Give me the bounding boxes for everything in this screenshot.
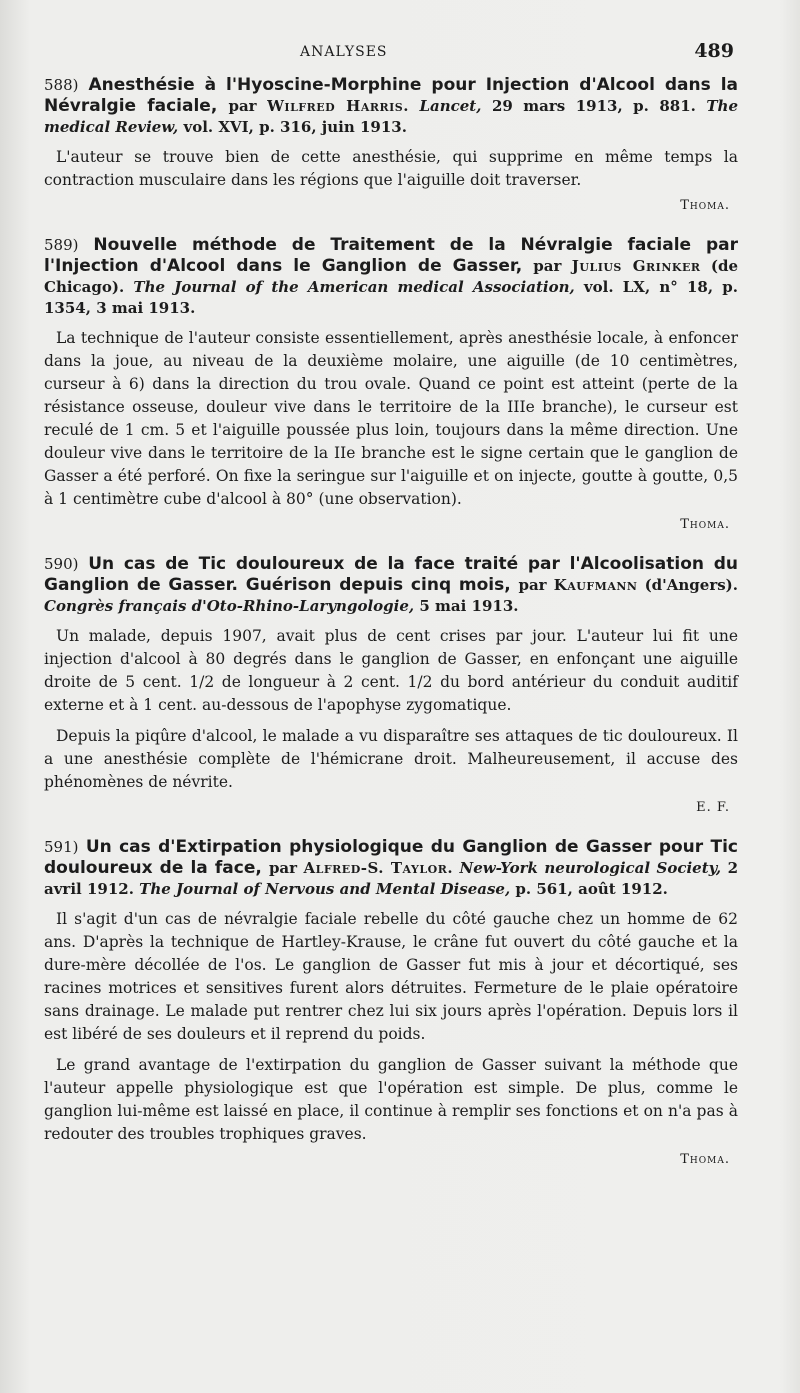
journal: Congrès français d'Oto-Rhino-Laryngologie,	[44, 597, 415, 615]
page-number: 489	[694, 40, 734, 62]
journal-secondary: The Journal of Nervous and Mental Disease,	[139, 880, 511, 898]
entry-title	[44, 75, 738, 138]
ref-details: (de Chicago).	[44, 257, 738, 296]
author: Kaufmann	[553, 576, 638, 594]
journal: New-York neurological Society,	[459, 859, 722, 877]
paragraph: Le grand avantage de l'extirpation du ganglion de Gasser suivant la méthode que l'auteur appelle physiologique est que l'opération est simple. De plus, comme le ganglion lui-même est laissé en place, il continue à remplir ses fonctions et on n'a pas à redouter des troubles trophiques graves.	[44, 1056, 738, 1143]
ref-details-secondary: vol. XVI, p. 316, juin 1913.	[183, 118, 407, 136]
paragraph: L'auteur se trouve bien de cette anesthésie, qui supprime en même temps la contraction musculaire dans les régions que l'aiguille doit traverser.	[44, 148, 738, 189]
entry-title-text: Un cas de Tic douloureux de la face traité par l'Alcoolisation du Ganglion de Gasser. Guérison depuis cinq mois,	[44, 554, 738, 595]
paragraph: Depuis la piqûre d'alcool, le malade a vu disparaître ses attaques de tic douloureux. Il a une anesthésie complète de l'hémicrane droit. Malheureusement, il accuse des phénomènes de névrite.	[44, 727, 738, 791]
abstract-entry-588	[44, 75, 738, 213]
ref-details-secondary: 5 mai 1913.	[419, 597, 519, 615]
journal: Lancet,	[419, 97, 482, 115]
author: Alfred-S. Taylor.	[303, 859, 454, 877]
abstract-entry-591	[44, 837, 738, 1167]
ref-prefix: par	[533, 257, 562, 275]
running-head: ANALYSES	[300, 44, 388, 60]
signature: Thoma.	[680, 517, 730, 532]
ref-details: (d'Angers).	[644, 576, 738, 594]
entry-title-text: Anesthésie à l'Hyoscine-Morphine pour Injection d'Alcool dans la Névralgie faciale,	[44, 75, 738, 116]
paragraph: Un malade, depuis 1907, avait plus de cent crises par jour. L'auteur lui fit une injection d'alcool à 80 degrés dans le ganglion de Gasser, en enfonçant une aiguille droite de 5 cent. 1/2 de longueur à 2 cent. 1/2 du bord antérieur du conduit auditif externe et à 1 cent. au-dessous de l'apophyse zygomatique.	[44, 627, 738, 714]
entry-title-text: Un cas d'Extirpation physiologique du Ganglion de Gasser pour Tic douloureux de la face,	[44, 837, 738, 878]
abstract-entry-590	[44, 554, 738, 815]
paragraph: La technique de l'auteur consiste essentiellement, après anesthésie locale, à enfoncer dans la joue, au niveau de la deuxième molaire, une aiguille (de 10 centimètres, curseur à 6) dans la direction du trou ovale. Quand ce point est atteint (perte de la résistance osseuse, douleur vive dans le territoire de la IIIe branche), le curseur est reculé de 1 cm. 5 et l'aiguille poussée plus loin, toujours dans la même direction. Une douleur vive dans le territoire de la IIe branche est le signe certain que le ganglion de Gasser a été perforé. On fixe la seringue sur l'aiguille et on injecte, goutte à goutte, 0,5 à 1 centimètre cube d'alcool à 80° (une observation).	[44, 329, 738, 508]
entry-number: 588)	[44, 76, 79, 94]
entry-title	[44, 837, 738, 900]
ref-details: 2 avril 1912.	[44, 859, 738, 898]
abstract-entry-589	[44, 235, 738, 532]
ref-details: 29 mars 1913, p. 881.	[491, 97, 696, 115]
entry-title-text: Nouvelle méthode de Traitement de la Névralgie faciale par l'Injection d'Alcool dans le Ganglion de Gasser,	[44, 235, 738, 276]
paragraph: Il s'agit d'un cas de névralgie faciale rebelle du côté gauche chez un homme de 62 ans. D'après la technique de Hartley-Krause, le crâne fut ouvert du côté gauche et la dure-mère décollée de l'os. Le ganglion de Gasser fut mis à jour et décortiqué, ses racines motrices et sensitives furent alors détruites. Fermeture de le plaie opératoire sans drainage. Le malade put rentrer chez lui six jours après l'opération. Depuis lors il est libéré de ses douleurs et il reprend du poids.	[44, 910, 738, 1043]
ref-details-secondary: vol. LX, n° 18, p. 1354, 3 mai 1913.	[44, 278, 738, 317]
page-header	[0, 40, 800, 70]
author: Julius Grinker	[571, 257, 701, 275]
signature: Thoma.	[680, 1152, 730, 1167]
entry-number: 590)	[44, 555, 79, 573]
signature: Thoma.	[680, 198, 730, 213]
ref-details-secondary: p. 561, août 1912.	[515, 880, 668, 898]
entry-number: 589)	[44, 236, 79, 254]
signature: E. F.	[696, 800, 730, 815]
entry-title	[44, 554, 738, 617]
journal: The Journal of the American medical Association,	[133, 278, 575, 296]
author: Wilfred Harris.	[267, 97, 409, 115]
entry-title	[44, 235, 738, 319]
ref-prefix: par	[228, 97, 257, 115]
article-list	[44, 75, 738, 1189]
journal-secondary: The medical Review,	[44, 97, 738, 136]
ref-prefix: par	[518, 576, 547, 594]
ref-prefix: par	[268, 859, 298, 877]
entry-number: 591)	[44, 838, 79, 856]
